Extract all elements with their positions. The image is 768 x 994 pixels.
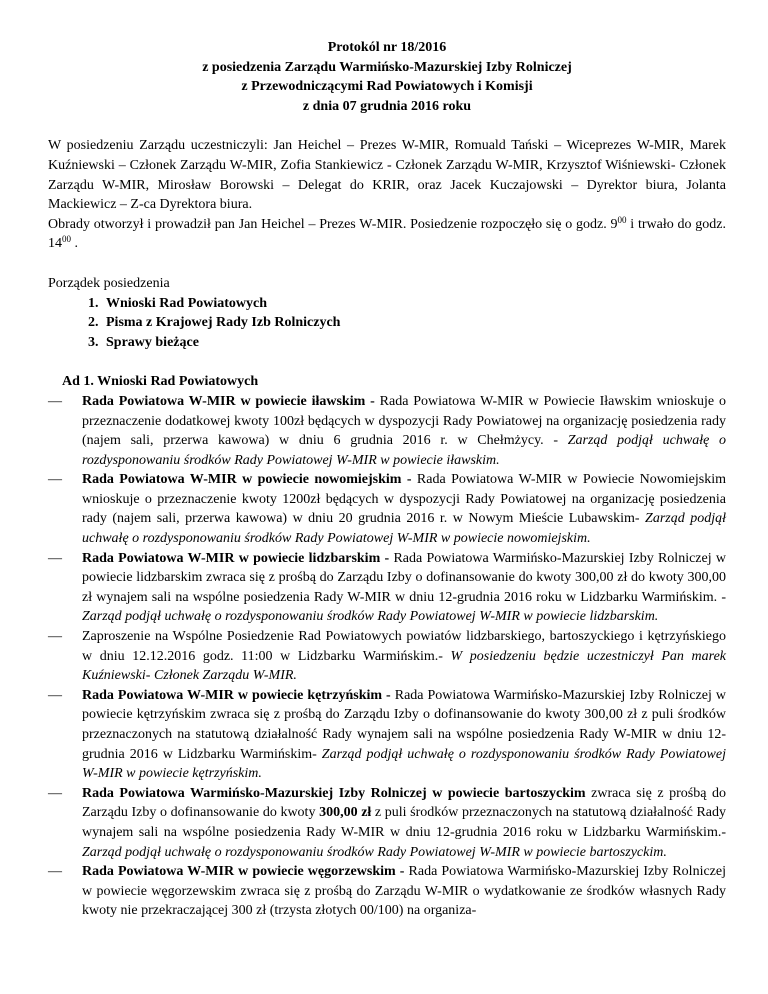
item-amount: 300,00 zł: [319, 805, 372, 821]
agenda-item-label: Pisma z Krajowej Rady Izb Rolniczych: [106, 315, 341, 331]
item-heading: Rada Powiatowa W-MIR w powiecie nowomiejskim -: [82, 472, 417, 488]
attendees-paragraph: W posiedzeniu Zarządu uczestniczyli: Jan Heichel – Prezes W-MIR, Romuald Tański – Wiceprezes W-MIR, Marek Kuźniewski – Członek Zarządu W-MIR, Zofia Stankiewicz - Członek Zarządu W-MIR, Krzysztof Wiśniewski- Członek Zarządu W-MIR, Mirosław Borowski – Delegat do KRIR, oraz Jacek Kuczajowski – Dyrektor biura, Jolanta Mackiewicz – Z-ca Dyrektora biura.: [48, 138, 726, 213]
item-resolution: - Zarząd podjął uchwałę o rozdysponowaniu środków Rady Powiatowej W-MIR w powiecie lidzbarskim.: [82, 589, 726, 625]
list-item: [48, 686, 726, 784]
dash-bullet: —: [48, 393, 62, 409]
item-text: Rada Powiatowa Warmińsko-Mazurskiej Izby Rolniczej w powiecie lidzbarskim zwraca się z prośbą do Zarządu Izby o dofinansowanie do kwoty 300,00 zł do kwoty 300,00 zł wynajem sali na wspólne posiedzenia Rady W-MIR w dniu 12-grudnia 2016 roku w Lidzbarku Warmińskim.: [82, 550, 726, 605]
opening-text-c: .: [71, 236, 78, 252]
list-item: [48, 549, 726, 627]
item-text: z puli środków przeznaczonych na statutową działalność Rady wynajem sali na wspólne posiedzenia Rady W-MIR w dniu 12-grudnia 2016 roku w Lidzbarku Warmińskim.-: [82, 805, 727, 840]
item-heading: Rada Powiatowa W-MIR w powiecie kętrzyńskim -: [82, 687, 395, 703]
item-text: Rada Powiatowa W-MIR w Powiecie Nowomiejskim wnioskuje o przeznaczenie kwoty 1200zł będących w dyspozycji Rady Powiatowej na organizację posiedzenia rady (najem sali, przerwa kawowa) w dniu 20 grudnia 2016 r. w Nowym Mieście Lubawskim-: [82, 472, 726, 527]
title-line-4: z dnia 07 grudnia 2016 roku: [302, 98, 472, 114]
item-text: Zaproszenie na Wspólne Posiedzenie Rad Powiatowych powiatów lidzbarskiego, bartoszyckiego i kętrzyńskiego w dniu 12.12.2016 godz. 11:00 w Lidzbarku Warmińskim.-: [82, 629, 726, 664]
opening-text-b: i trwało do godz. 14: [48, 216, 726, 252]
dash-bullet: —: [48, 472, 62, 488]
spacer: [48, 254, 726, 274]
opening-text-a: Obrady otworzył i prowadził pan Jan Heichel – Prezes W-MIR. Posiedzenie rozpoczęło się o godz. 9: [48, 216, 618, 232]
list-item: [48, 784, 726, 862]
item-text: Rada Powiatowa W-MIR w Powiecie Iławskim wnioskuje o przeznaczenie dodatkowej kwoty 100zł będących w dyspozycji Rady Powiatowej na organizację posiedzenia rady (najem sali, przerwa kawowa) w dniu 6 grudnia 2016 r. w Chełmżycy.: [82, 393, 726, 449]
title-line-1: Protokól nr 18/2016: [327, 40, 447, 55]
item-heading: Rada Powiatowa W-MIR w powiecie iławskim -: [82, 393, 380, 409]
item-resolution: W posiedzeniu będzie uczestniczył Pan marek Kuźniewski- Członek Zarządu W-MIR.: [82, 648, 726, 684]
agenda-item-number: 1.: [88, 295, 99, 311]
title-line-2: z posiedzenia Zarządu Warmińsko-Mazurskiej Izby Rolniczej: [202, 59, 572, 75]
agenda-item-label: Sprawy bieżące: [106, 334, 199, 350]
opening-sup-2: 00: [62, 234, 71, 245]
item-heading: Rada Powiatowa W-MIR w powiecie lidzbarskim -: [82, 550, 394, 566]
list-item: [48, 862, 726, 921]
agenda-item: [88, 294, 726, 314]
document-title: [48, 38, 726, 116]
section-heading: Ad 1. Wnioski Rad Powiatowych: [62, 374, 259, 390]
agenda-list: [48, 294, 726, 353]
dash-bullet: —: [48, 550, 62, 566]
spacer: [48, 352, 726, 372]
item-resolution: Zarząd podjął uchwałę o rozdysponowaniu środków Rady Powiatowej W-MIR w powiecie kętrzyńskim.: [82, 746, 726, 782]
document-page: [48, 38, 726, 921]
item-heading: Rada Powiatowa W-MIR w powiecie węgorzewskim -: [82, 864, 409, 880]
title-line-3: z Przewodniczącymi Rad Powiatowych i Komisji: [241, 79, 533, 95]
agenda-item: [88, 313, 726, 333]
dash-bullet: —: [48, 629, 62, 645]
item-resolution: Zarząd podjął uchwałę o rozdysponowaniu środków Rady Powiatowej W-MIR w powiecie bartoszyckim.: [82, 844, 667, 860]
dash-bullet: —: [48, 785, 62, 801]
opening-paragraph: [48, 215, 726, 254]
dash-bullet: —: [48, 864, 62, 880]
item-resolution: - Zarząd podjął uchwałę o rozdysponowaniu środków Rady Powiatowej W-MIR w powiecie iławskim.: [82, 433, 727, 468]
item-heading: Rada Powiatowa Warmińsko-Mazurskiej Izby Rolniczej w powiecie bartoszyckim: [82, 785, 586, 801]
item-text: zwraca się z prośbą do Zarządu Izby o dofinansowanie do kwoty: [82, 785, 726, 821]
agenda-item-number: 3.: [88, 334, 99, 350]
item-text: Rada Powiatowa Warmińsko-Mazurskiej Izby Rolniczej w powiecie kętrzyńskim zwraca się z prośbą do Zarządu Izby o dofinansowanie do kwoty 300,00 zł z puli środków przeznaczonych na statutową działalność Rady wynajem sali na wspólne posiedzenia Rady W-MIR w dniu 12-grudnia 2016 w Lidzbarku Warmińskim-: [82, 687, 726, 762]
dash-bullet: —: [48, 687, 62, 703]
list-item: [48, 470, 726, 548]
agenda-item: [88, 333, 726, 353]
opening-sup-1: 00: [617, 214, 627, 225]
list-item: [48, 627, 726, 686]
agenda-item-label: Wnioski Rad Powiatowych: [106, 295, 268, 311]
spacer: [48, 116, 726, 136]
agenda-title: Porządek posiedzenia: [48, 275, 170, 291]
agenda-item-number: 2.: [88, 315, 99, 331]
item-resolution: Zarząd podjął uchwałę o rozdysponowaniu środków Rady Powiatowej W-MIR w powiecie nowomiejskim.: [82, 511, 726, 547]
item-text: Rada Powiatowa Warmińsko-Mazurskiej Izby Rolniczej w powiecie węgorzewskim zwraca się z prośbą do Zarządu W-MIR o wydatkowanie ze środków własnych Rady kwoty nie przekraczającej 300 zł (trzysta złotych 00/100) na organiza-: [82, 864, 726, 919]
list-item: [48, 392, 726, 470]
